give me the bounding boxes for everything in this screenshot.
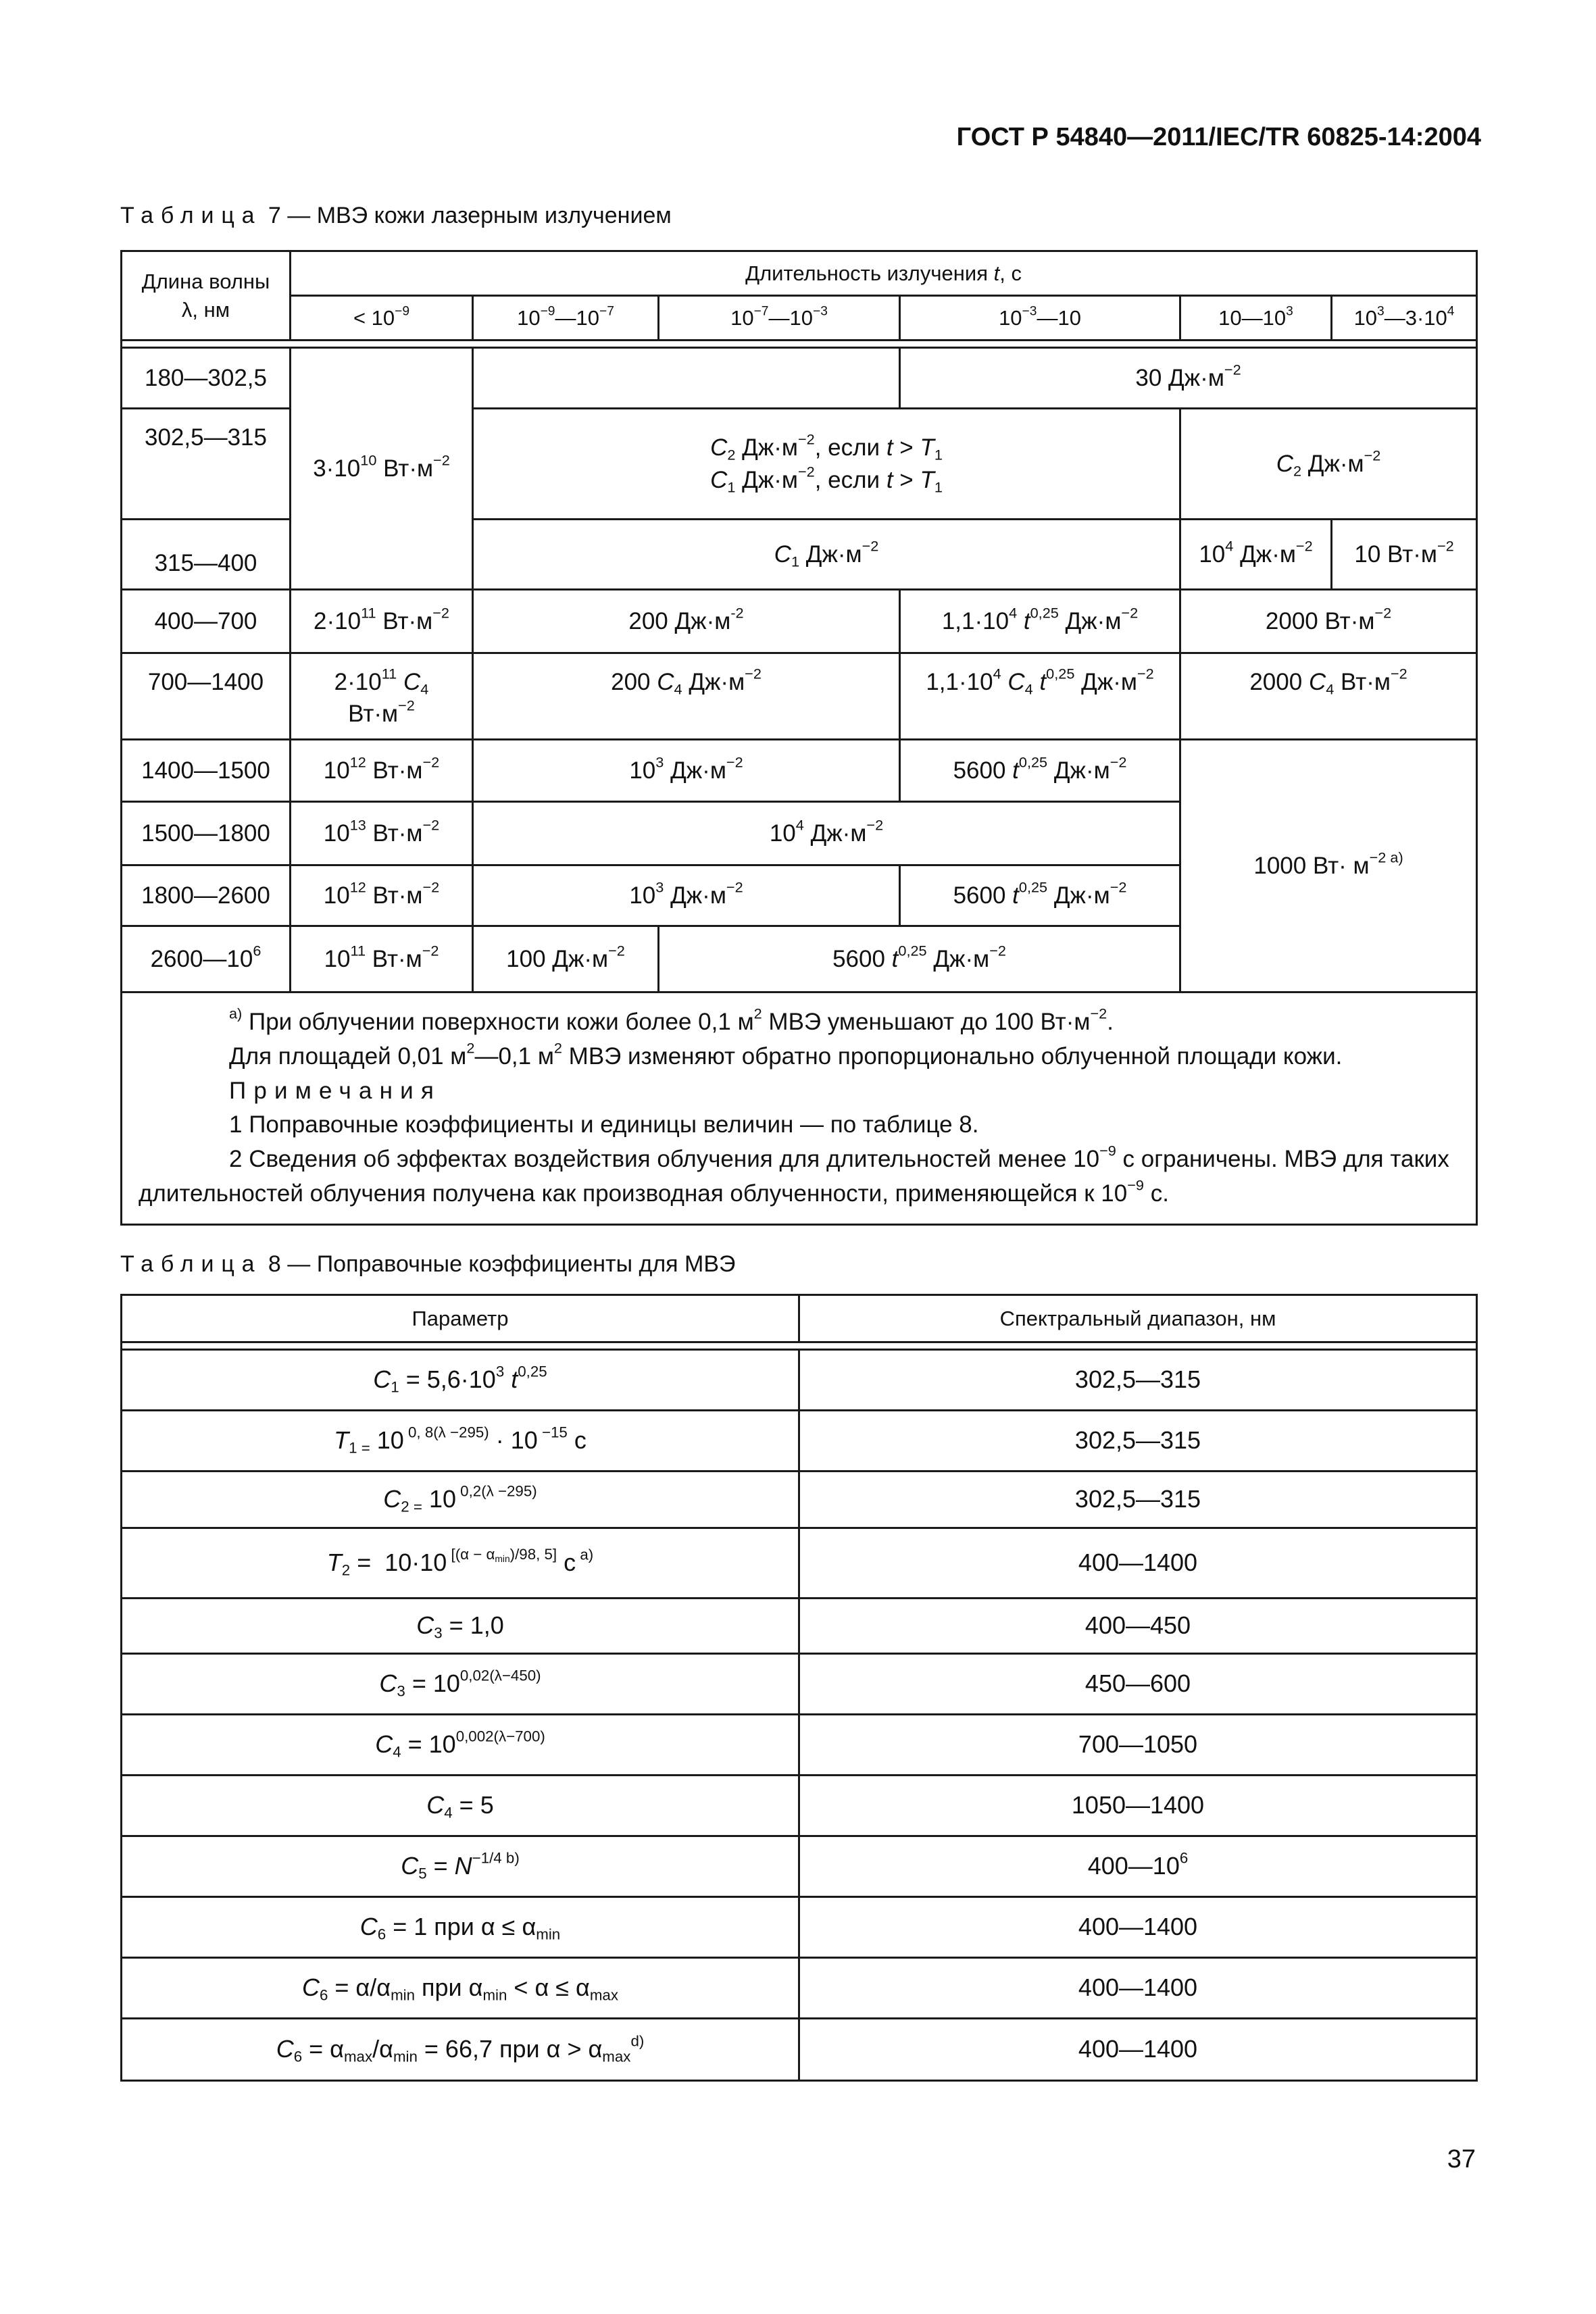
table7-caption: Таблица 7 — МВЭ кожи лазерным излучением [120,203,672,228]
col-range: Спектральный диапазон, нм [799,1295,1477,1342]
cell-3e10: $3\cdot 10^{10}$ $Вт\cdot м^{-2}$ [291,348,473,590]
document-header: ГОСТ Р 54840—2011/IEC/TR 60825-14:2004 [956,123,1481,151]
table-row: 1800—2600 $10^{12}$ $Вт\cdot м^{-2}$ $10^3$ $Дж\cdot м^{-2}$ 5600 $t^{0,25}$ $Дж\cdot м^{-2}$ [122,865,1477,926]
col-duration: Длительность излучения t, с [291,251,1477,296]
table-row: $C_3 = 10^{0,02(\lambda-450)}$ 450—600 [122,1654,1477,1715]
table-row: $C_1 = 5,6\cdot 10^3$ $t^{0,25}$ 302,5—315 [122,1350,1477,1411]
table8-caption: Таблица 8 — Поправочные коэффициенты для МВЭ [120,1251,736,1277]
col-dur-1: < $10^{-9}$ [291,296,473,341]
table-row: $C_4 = 10^{0,002(\lambda-700)}$ 700—1050 [122,1715,1477,1776]
table-row: $T_2 = 10\cdot 10$ [(α − αmin)/98, 5] с $^{а)}$ 400—1400 [122,1528,1477,1599]
table-row: $C_6 = \alpha_{max}/\alpha_{min} = 66,7$ при $\alpha > \alpha_{max}^{d)}$ 400—1400 [122,2019,1477,2081]
col-param: Параметр [122,1295,799,1342]
col-dur-3: $10^{-7}—10^{-3}$ [659,296,900,341]
col-dur-5: $10—10^3$ [1180,296,1332,341]
table-row: 700—1400 $2\cdot 10^{11}$ $C_4$ $Вт\cdot м^{-2}$ 200 $C_4$ $Дж\cdot м^{-2}$ $1,1\cdot 10^4$ $C_4$ $t^{0,25}$ $Дж\cdot м^{-2}$ 2000 $C_4$ $Вт\cdot м^{-2}$ [122,653,1477,740]
table-row: $C_6 = \alpha/\alpha_{min}$ при $\alpha_{min} < \alpha \le \alpha_{max}$ 400—1400 [122,1958,1477,2019]
table-row: $C_5 = N^{-1/4 b)}$ $400—10^6$ [122,1836,1477,1897]
cell-1000: 1000 $Вт\cdot м^{-2 a)}$ [1180,740,1477,992]
table-row: $C_4 = 5$ 1050—1400 [122,1776,1477,1836]
table-row: $C_6 = 1$ при $\alpha \le \alpha_{min}$ 400—1400 [122,1897,1477,1958]
col-dur-4: $10^{-3}—10$ [900,296,1180,341]
table-row: $C_{2 =}$ 10 $^{0,2(\lambda -295)}$ 302,5—315 [122,1472,1477,1528]
table-row: 1400—1500 $10^{12}$ $Вт\cdot м^{-2}$ $10^3$ $Дж\cdot м^{-2}$ 5600 $t^{0,25}$ $Дж\cdot м^{-2}$ 1000 $Вт\cdot м^{-2 a)}$ [122,740,1477,802]
table-row: 400—700 $2\cdot 10^{11}$ $Вт\cdot м^{-2}$ 200 $Дж\cdot м^{-2}$ $1,1\cdot 10^4$ $t^{0,25}$ $Дж\cdot м^{-2}$ 2000 $Вт\cdot м^{-2}$ [122,590,1477,653]
table-row: 302,5—315 $C_2$ $Дж\cdot м^{-2}$, если $t > T_1$ $C_1$ $Дж\cdot м^{-2}$, если $t > T_1$ $C_2$ $Дж\cdot м^{-2}$ [122,409,1477,520]
table-row: 180—302,5 $3\cdot 10^{10}$ $Вт\cdot м^{-2}$ 30 $Дж\cdot м^{-2}$ [122,348,1477,409]
table8-correction-factors [120,1294,1478,2082]
page-number: 37 [1447,2145,1476,2173]
table-row: 1500—1800 $10^{13}$ $Вт\cdot м^{-2}$ $10^4$ $Дж\cdot м^{-2}$ [122,802,1477,865]
table7-mpe-skin [120,250,1478,1226]
table-row: 315—400 $C_1$ $Дж\cdot м^{-2}$ $10^4$ $Дж\cdot м^{-2}$ 10 $Вт\cdot м^{-2}$ [122,520,1477,590]
col-dur-2: $10^{-9}—10^{-7}$ [473,296,659,341]
col-dur-6: $10^3—3\cdot 10^4$ [1332,296,1477,341]
table7-notes: $^{a)}$ При облучении поверхности кожи более 0,1 $м^2$ МВЭ уменьшают до 100 $Вт\cdot м^{-2}$. Для площадей 0,01 $м^2—0,1$ $м^2$ МВЭ изменяют обратно пропорционально облученной площади кожи. Примечания 1 Поправочные коэффициенты и единицы величин — по таблице 8. 2 Сведения об эффектах воздействия облучения для длительностей менее $10^{-9}$ с ограничены. МВЭ для таких длительностей облучения получена как производная облученности, применяющейся к $10^{-9}$ с. [122,992,1477,1225]
table-row: $T_{1 =}$ 10 $^{0, 8(\lambda -295)}$ · 10 $^{-15}$ с 302,5—315 [122,1411,1477,1472]
col-wavelength: Длина волны λ, нм [122,251,291,341]
table-row: $C_3 = 1,0$ 400—450 [122,1599,1477,1654]
table-row: $2600—10^6$ $10^{11}$ $Вт\cdot м^{-2}$ 100 $Дж\cdot м^{-2}$ 5600 $t^{0,25}$ $Дж\cdot м^{-2}$ [122,926,1477,992]
